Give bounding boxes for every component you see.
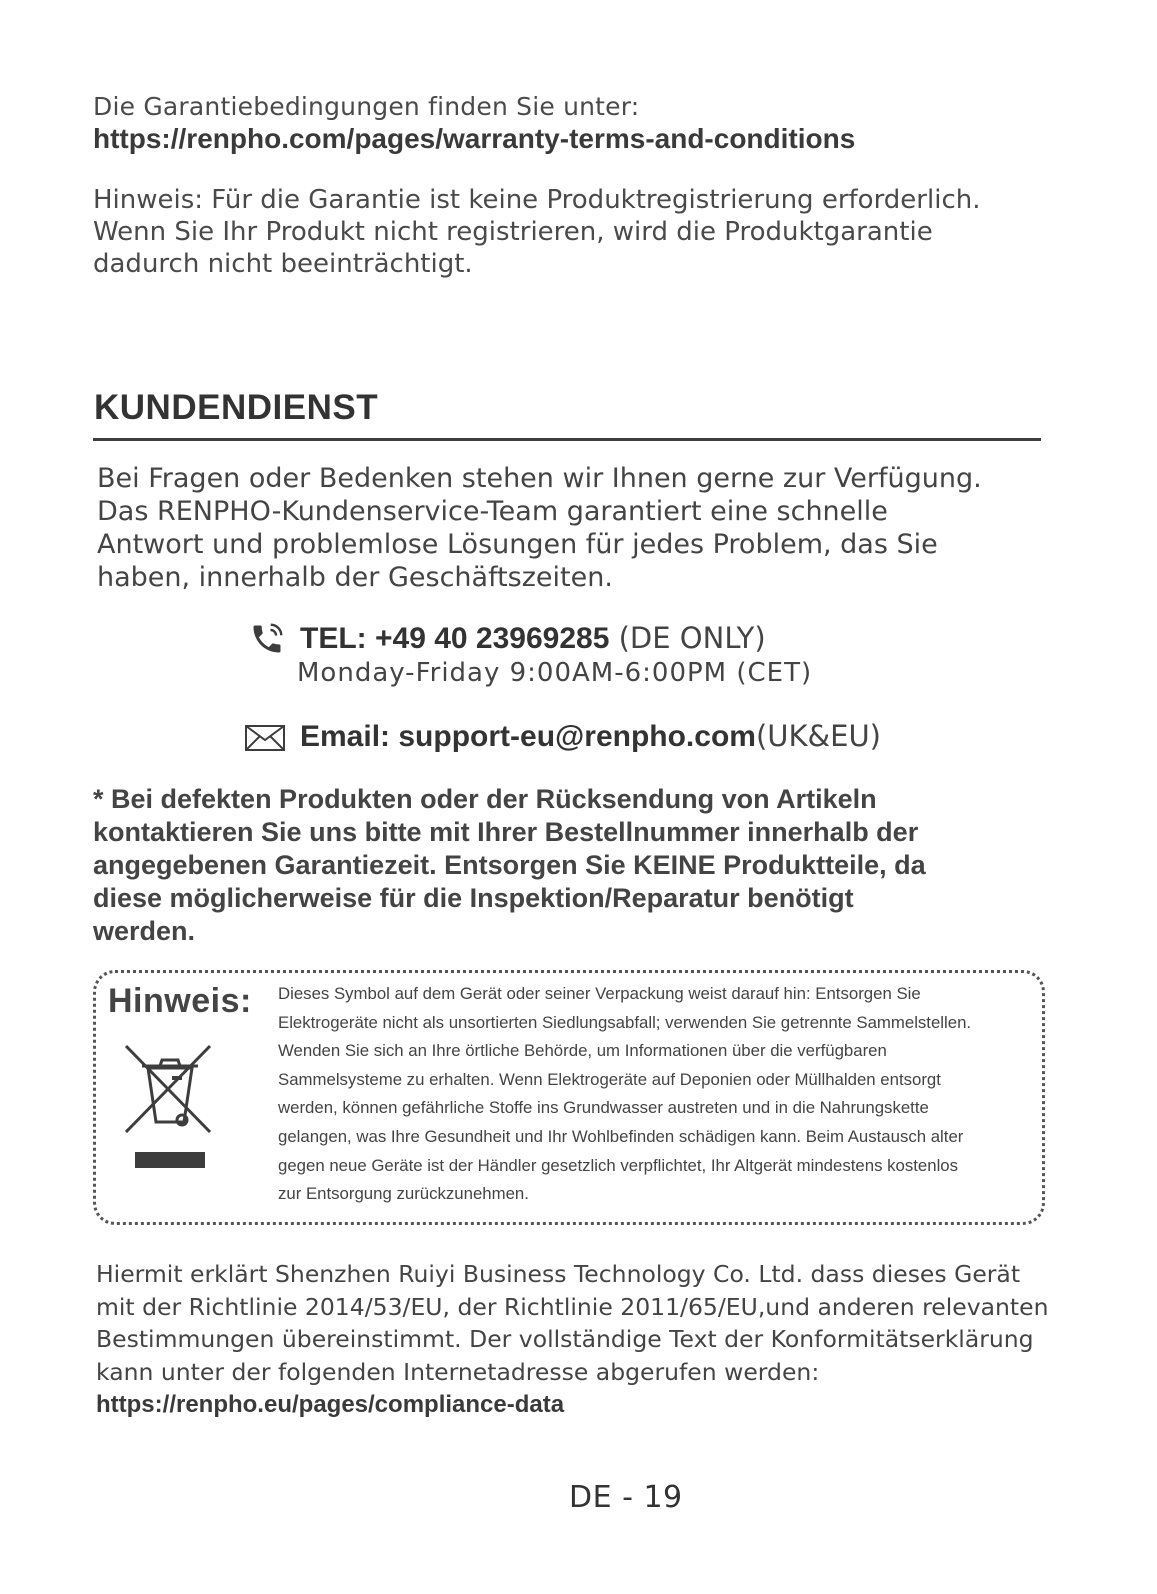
notice-text-line: werden, können gefährliche Stoffe ins Grundwasser austreten und in die Nahrungskette bbox=[278, 1098, 929, 1118]
notice-text-line: gegen neue Geräte ist der Händler gesetzlich verpflichtet, Ihr Altgerät mindestens kostenlos bbox=[278, 1155, 959, 1175]
defect-notice-line: kontaktieren Sie uns bitte mit Ihrer Bestellnummer innerhalb der bbox=[93, 817, 919, 847]
conformity-declaration bbox=[96, 1258, 1048, 1388]
declaration-line: mit der Richtlinie 2014/53/EU, der Richtlinie 2011/65/EU,und anderen relevanten bbox=[96, 1292, 1049, 1321]
warranty-note-line: Wenn Sie Ihr Produkt nicht registrieren, wird die Produktgarantie bbox=[93, 217, 933, 247]
weee-crossed-bin-icon bbox=[120, 1042, 216, 1172]
service-text-line: Das RENPHO-Kundenservice-Team garantiert eine schnelle bbox=[97, 496, 888, 527]
phone-region: (DE ONLY) bbox=[609, 621, 766, 655]
notice-text-line: Wenden Sie sich an Ihre örtliche Behörde, um Informationen über die verfügbaren bbox=[278, 1041, 887, 1061]
notice-text-line: Elektrogeräte nicht als unsortierten Siedlungsabfall; verwenden Sie getrennte Sammelstellen. bbox=[278, 1012, 972, 1032]
declaration-line: Hiermit erklärt Shenzhen Ruiyi Business Technology Co. Ltd. dass dieses Gerät bbox=[96, 1260, 1021, 1288]
defect-notice bbox=[93, 783, 926, 948]
notice-text-line: Dieses Symbol auf dem Gerät oder seiner Verpackung weist darauf hin: Entsorgen Sie bbox=[278, 984, 921, 1003]
phone-icon bbox=[249, 621, 285, 657]
heading-divider bbox=[93, 438, 1041, 441]
service-text-line: Bei Fragen oder Bedenken stehen wir Ihnen gerne zur Verfügung. bbox=[97, 463, 982, 494]
compliance-link[interactable]: https://renpho.eu/pages/compliance-data bbox=[96, 1391, 565, 1418]
email-line bbox=[300, 716, 881, 757]
page-number: DE - 19 bbox=[569, 1480, 683, 1515]
section-heading: KUNDENDIENST bbox=[94, 388, 379, 427]
email-address[interactable]: Email: support-eu@renpho.com bbox=[300, 720, 756, 753]
phone-number[interactable]: TEL: +49 40 23969285 bbox=[300, 622, 610, 655]
service-text-line: haben, innerhalb der Geschäftszeiten. bbox=[97, 562, 613, 593]
defect-notice-line: diese möglicherweise für die Inspektion/Reparatur benötigt bbox=[93, 883, 854, 913]
phone-line bbox=[300, 618, 766, 659]
business-hours: Monday-Friday 9:00AM-6:00PM (CET) bbox=[297, 658, 813, 688]
service-text bbox=[97, 462, 982, 594]
envelope-icon bbox=[244, 723, 286, 753]
defect-notice-line: werden. bbox=[93, 916, 196, 946]
defect-notice-line: * Bei defekten Produkten oder der Rücksendung von Artikeln bbox=[93, 784, 877, 814]
notice-text-line: gelangen, was Ihre Gesundheit und Ihr Wohlbefinden schädigen kann. Beim Austausch alter bbox=[278, 1126, 964, 1146]
warranty-note bbox=[93, 184, 1093, 280]
notice-text-line: Sammelsysteme zu erhalten. Wenn Elektrogeräte auf Deponien oder Müllhalden entsorgt bbox=[278, 1069, 941, 1089]
email-region: (UK&EU) bbox=[755, 719, 881, 753]
warranty-link[interactable]: https://renpho.com/pages/warranty-terms-and-conditions bbox=[93, 123, 856, 154]
declaration-line: Bestimmungen übereinstimmt. Der vollständige Text der Konformitätserklärung bbox=[96, 1325, 1034, 1353]
notice-text bbox=[278, 980, 971, 1209]
notice-text-line: zur Entsorgung zurückzunehmen. bbox=[278, 1184, 529, 1204]
warranty-note-line: Hinweis: Für die Garantie ist keine Produktregistrierung erforderlich. bbox=[93, 185, 981, 215]
notice-label: Hinweis: bbox=[108, 982, 252, 1020]
warranty-intro: Die Garantiebedingungen finden Sie unter: bbox=[93, 92, 640, 121]
service-text-line: Antwort und problemlose Lösungen für jedes Problem, das Sie bbox=[97, 529, 938, 560]
defect-notice-line: angegebenen Garantiezeit. Entsorgen Sie KEINE Produktteile, da bbox=[93, 850, 926, 880]
warranty-note-line: dadurch nicht beeinträchtigt. bbox=[93, 249, 473, 279]
declaration-line: kann unter der folgenden Internetadresse abgerufen werden: bbox=[96, 1357, 820, 1386]
